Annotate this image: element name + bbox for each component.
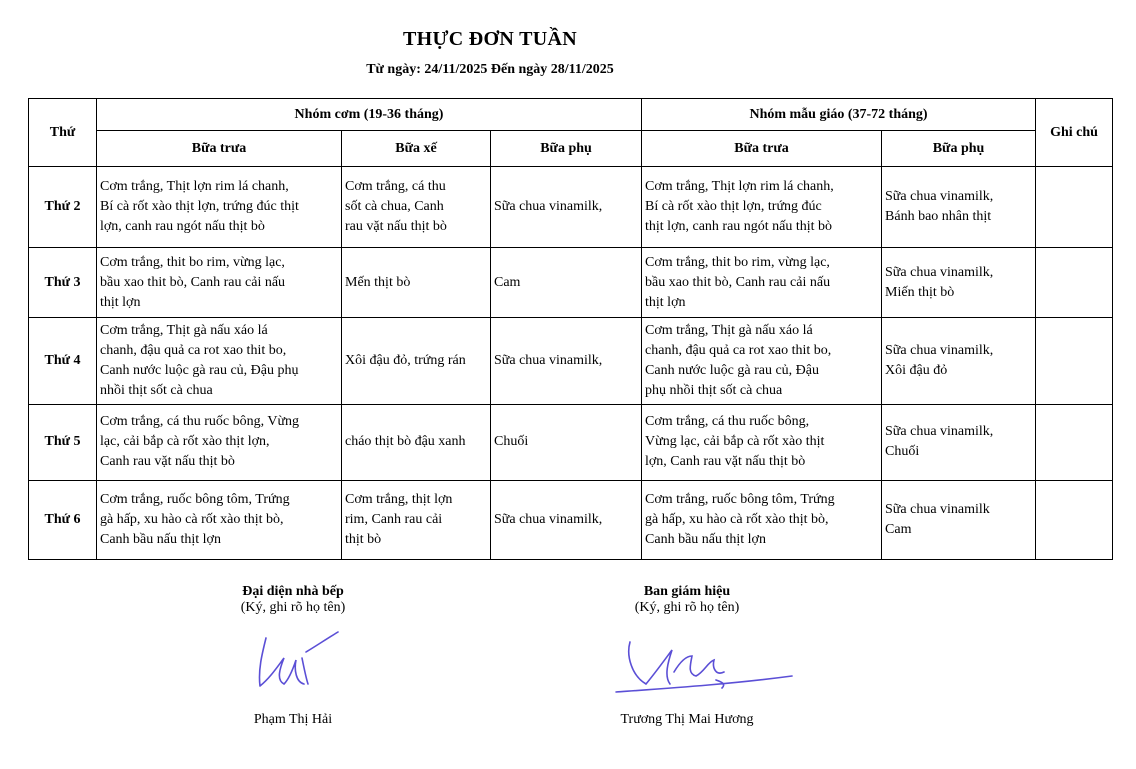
meal-cell-g2-phu [882, 248, 1036, 317]
menu-row [29, 405, 1113, 480]
signature-block-kitchen [193, 584, 393, 616]
board-role: Ban giám hiệu [643, 584, 731, 599]
meal-cell-g2-phu [882, 480, 1036, 559]
meal-cell-g1-xe [342, 405, 491, 480]
meal-line: Cơm trắng, cá thu [345, 179, 446, 195]
meal-line: lợn, canh rau ngót nấu thịt bò [100, 219, 265, 235]
header-g1-snack: Bữa phụ [491, 131, 642, 167]
meal-cell-g1-xe [342, 167, 491, 248]
meal-line: rau vặt nấu thịt bò [345, 219, 447, 235]
meal-line: Cơm trắng, ruốc bông tôm, Trứng [100, 491, 290, 507]
meal-line: thịt bò [345, 531, 382, 547]
meal-line: Canh nước luộc gà rau củ, Đậu phụ [100, 362, 299, 378]
meal-cell-g2-phu [882, 317, 1036, 405]
header-group-kindergarten: Nhóm mẫu giáo (37-72 tháng) [642, 99, 1036, 131]
meal-line: Sữa chua vinamilk, [494, 511, 603, 527]
board-signer-name: Trương Thị Mai Hương [620, 712, 754, 727]
meal-cell-g1-lunch [97, 317, 342, 405]
meal-line: Bánh bao nhân thịt [885, 209, 992, 225]
meal-line: nhồi thịt sốt cà chua [100, 382, 213, 398]
meal-line: Vừng lạc, cải bắp cà rốt xào thịt [645, 434, 825, 450]
meal-line: Miến thịt bò [885, 284, 955, 300]
meal-cell-g1-lunch [97, 167, 342, 248]
meal-line: Sữa chua vinamilk, [494, 352, 603, 368]
meal-cell-g2-lunch [642, 405, 882, 480]
meal-line: Sữa chua vinamilk, [885, 189, 994, 205]
signature-block-board [587, 584, 787, 616]
meal-line: Cơm trắng, Thịt gà nấu xáo lá [645, 322, 813, 338]
note-cell [1036, 248, 1113, 317]
day-cell: Thứ 6 [29, 480, 97, 559]
meal-line: Chuối [494, 434, 529, 450]
meal-cell-g2-lunch [642, 167, 882, 248]
day-cell: Thứ 3 [29, 248, 97, 317]
kitchen-sign-instruction: (Ký, ghi rõ họ tên) [240, 600, 346, 615]
meal-line: Xôi đậu đỏ, trứng rán [345, 352, 466, 368]
meal-line: Cam [885, 521, 912, 537]
board-sign-instruction: (Ký, ghi rõ họ tên) [634, 600, 740, 615]
meal-line: Mến thịt bò [345, 274, 411, 290]
meal-line: Cơm trắng, Thịt lợn rim lá chanh, [645, 179, 834, 195]
meal-line: Canh rau vặt nấu thịt bò [100, 454, 235, 470]
meal-line: gà hấp, xu hào cà rốt xào thịt bò, [645, 511, 829, 527]
meal-line: thịt lợn [100, 294, 141, 310]
meal-cell-g1-lunch [97, 405, 342, 480]
meal-line: bầu xao thit bò, Canh rau cải nấu [645, 274, 831, 290]
note-cell [1036, 317, 1113, 405]
meal-line: Bí cà rốt xào thịt lợn, trứng đúc [645, 199, 822, 215]
header-day: Thứ [29, 99, 97, 167]
meal-line: Cơm trắng, thịt lợn [345, 491, 453, 507]
meal-line: Cơm trắng, thit bo rim, vừng lạc, [645, 254, 830, 270]
meal-line: Canh bầu nấu thịt lợn [645, 531, 766, 547]
meal-line: Cơm trắng, cá thu ruốc bông, Vừng [100, 414, 300, 430]
header-g2-snack: Bữa phụ [882, 131, 1036, 167]
header-g1-lunch: Bữa trưa [97, 131, 342, 167]
meal-line: thịt lợn [645, 294, 686, 310]
meal-line: chanh, đậu quả ca rot xao thit bo, [645, 342, 832, 358]
meal-line: lạc, cải bắp cà rốt xào thịt lợn, [100, 434, 270, 450]
kitchen-signer-name: Phạm Thị Hải [253, 712, 333, 727]
menu-row [29, 248, 1113, 317]
meal-line: Sữa chua vinamilk, [885, 424, 994, 440]
meal-cell-g1-phu [491, 317, 642, 405]
meal-line: Xôi đậu đỏ [885, 362, 948, 378]
meal-line: Canh bầu nấu thịt lợn [100, 531, 221, 547]
meal-cell-g2-phu [882, 167, 1036, 248]
board-signature-mark [612, 632, 798, 700]
meal-line: Sữa chua vinamilk, [494, 199, 603, 215]
meal-cell-g1-lunch [97, 248, 342, 317]
meal-cell-g2-phu [882, 405, 1036, 480]
day-cell: Thứ 2 [29, 167, 97, 248]
meal-cell-g1-phu [491, 480, 642, 559]
header-g2-lunch: Bữa trưa [642, 131, 882, 167]
date-range: Từ ngày: 24/11/2025 Đến ngày 28/11/2025 [366, 62, 614, 77]
header-note: Ghi chú [1036, 99, 1113, 167]
meal-line: Sữa chua vinamilk, [885, 342, 994, 358]
meal-line: chanh, đậu quả ca rot xao thit bo, [100, 342, 287, 358]
meal-cell-g1-xe [342, 480, 491, 559]
meal-cell-g1-phu [491, 248, 642, 317]
menu-row [29, 480, 1113, 559]
meal-cell-g2-lunch [642, 480, 882, 559]
meal-line: lợn, Canh rau vặt nấu thịt bò [645, 454, 806, 470]
meal-line: Chuối [885, 444, 920, 460]
note-cell [1036, 167, 1113, 248]
meal-line: Cơm trắng, cá thu ruốc bông, [645, 414, 810, 430]
day-cell: Thứ 4 [29, 317, 97, 405]
weekly-menu-table [28, 98, 1113, 560]
note-cell [1036, 405, 1113, 480]
meal-line: thịt lợn, canh rau ngót nấu thịt bò [645, 219, 833, 235]
meal-line: cháo thịt bò đậu xanh [345, 434, 466, 450]
meal-line: sốt cà chua, Canh [345, 199, 444, 215]
menu-row [29, 167, 1113, 248]
meal-line: Cơm trắng, ruốc bông tôm, Trứng [645, 491, 835, 507]
meal-line: gà hấp, xu hào cà rốt xào thịt bò, [100, 511, 284, 527]
day-cell: Thứ 5 [29, 405, 97, 480]
meal-cell-g1-xe [342, 248, 491, 317]
note-cell [1036, 480, 1113, 559]
meal-cell-g2-lunch [642, 248, 882, 317]
meal-line: phụ nhồi thịt sốt cà chua [645, 382, 783, 398]
meal-cell-g1-lunch [97, 480, 342, 559]
meal-cell-g1-xe [342, 317, 491, 405]
kitchen-signature-mark [250, 628, 350, 692]
meal-cell-g2-lunch [642, 317, 882, 405]
meal-line: Cam [494, 274, 521, 290]
meal-line: Bí cà rốt xào thịt lợn, trứng đúc thịt [100, 199, 299, 215]
meal-line: Cơm trắng, thit bo rim, vừng lạc, [100, 254, 285, 270]
meal-cell-g1-phu [491, 405, 642, 480]
meal-line: Cơm trắng, Thịt gà nấu xáo lá [100, 322, 268, 338]
meal-line: bầu xao thit bò, Canh rau cải nấu [100, 274, 286, 290]
menu-row [29, 317, 1113, 405]
kitchen-role: Đại diện nhà bếp [242, 584, 344, 599]
meal-line: Sữa chua vinamilk, [885, 264, 994, 280]
meal-line: rim, Canh rau cải [345, 511, 443, 527]
meal-line: Cơm trắng, Thịt lợn rim lá chanh, [100, 179, 289, 195]
page-title: THỰC ĐƠN TUẦN [403, 28, 577, 50]
meal-cell-g1-phu [491, 167, 642, 248]
header-g1-afternoon-snack: Bữa xế [342, 131, 491, 167]
meal-line: Canh nước luộc gà rau củ, Đậu [645, 362, 820, 378]
meal-line: Sữa chua vinamilk [885, 501, 990, 517]
header-group-rice: Nhóm cơm (19-36 tháng) [97, 99, 642, 131]
